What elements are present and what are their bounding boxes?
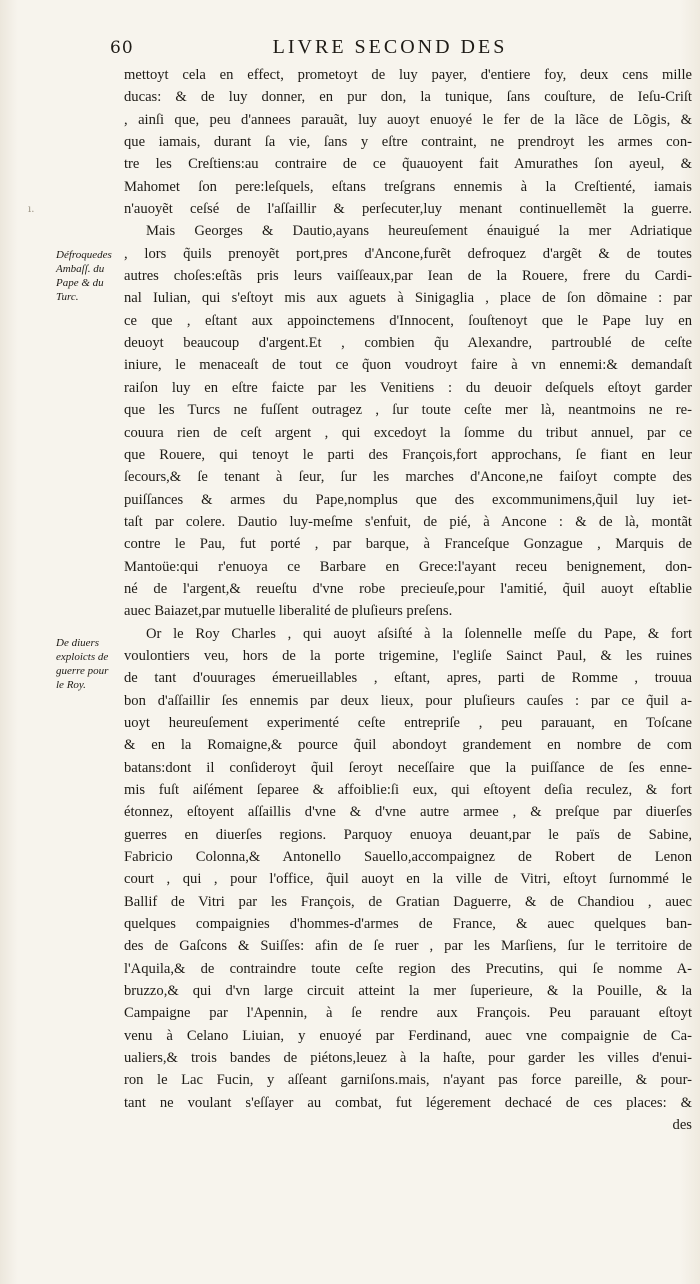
text-line: auec Baiazet,par mutuelle liberalité de pluſieurs preſens. — [124, 603, 453, 620]
page-header — [110, 36, 670, 66]
text-line: mettoyt cela en effect, prometoyt de luy payer, d'entiere foy, deux cens mille — [124, 67, 692, 83]
text-line: des de Gaſcons & Suiſſes: afin de ſe ruer , par les Marſiens, ſur le territoire de — [124, 938, 692, 955]
text-line: Campaigne par l'Apennin, à ſe rendre aux François. Peu parauant eſtoyt — [124, 1005, 692, 1022]
text-line: né de l'argent,& reueſtu d'vne robe precieuſe,pour l'amitié, q̃uil auoyt eſtablie — [124, 580, 692, 597]
text-line: ducas: & de luy donner, en pur don, la tunique, ſans couſture, de Ieſu-Criſt — [124, 89, 692, 106]
margin-note-line: De diuers — [56, 637, 100, 649]
text-line: , lors q̃uils prenoyẽt port,pres d'Ancone,furẽt defroquez d'argẽt & de toutes — [124, 245, 692, 262]
text-line: bon d'aſſaillir ſes ennemis par deux lieux, pour pluſieurs cauſes : par ce q̃uil a- — [124, 692, 692, 709]
text-line: n'auoyẽt ceſsé de l'aſſaillir & perſecuter,luy menant continuellemẽt la guerre. — [124, 201, 692, 218]
text-line: contre le Pau, fut porté , par barque, à Franceſque Gonzague , Marquis de — [124, 536, 692, 553]
text-line: Or le Roy Charles , qui auoyt aſsiſté à la ſolennelle meſſe du Pape, & fort — [146, 625, 692, 642]
text-line: deuoyt beaucoup d'argent.Et , combien q̃u Alexandre, partroublé de ceſte — [124, 335, 692, 352]
text-line: Mahomet ſon pere:leſquels, eſtans treſgrans ennemis à la Creſtienté, iamais — [124, 178, 692, 195]
text-line: ſecours,& ſe tenant à ſeur, ſur les marches d'Ancone,ne faiſoyt compte des — [124, 469, 692, 486]
text-line: ron le Lac Fucin, y aſſeant garniſons.mais, n'ayant pas force pareille, & pour- — [124, 1072, 692, 1089]
margin-note-defroque — [56, 248, 126, 304]
margin-ornament: ı. — [28, 204, 35, 215]
text-line: nal Iulian, qui s'eſtoyt mis aux aguets à Sinigaglia , place de ſon dõmaine : par — [124, 290, 692, 307]
text-line: voulontiers veu, hors de la porte trigemine, l'egliſe Sainct Paul, & les ruines — [124, 647, 692, 664]
text-line: l'Aquila,& de contraindre toute ceſte region des Precutins, qui ſe nomme A- — [124, 960, 692, 977]
text-line: taſt par colere. Dautio luy-meſme s'enfuit, de pié, à Ancone : & de là, montãt — [124, 513, 692, 530]
text-line: & en la Romaigne,& pource q̃uil abondoyt grandement en nombre de com — [124, 737, 692, 754]
text-line: étonnez, eſtoyent aſſaillis d'vne & d'vne autre armee , & preſque par diuerſes — [124, 804, 692, 821]
margin-note-exploicts — [56, 636, 126, 692]
text-line: Mais Georges & Dautio,ayans heureuſement énauigué la mer Adriatique — [146, 223, 692, 240]
text-line: Mantoüe:qui r'enuoya ce Barbare en Grece:l'ayant receu benignement, don- — [124, 558, 692, 575]
text-line: Fabricio Colonna,& Antonello Sauello,accompaignez de Robert de Lenon — [124, 849, 692, 866]
margin-note-line: le Roy. — [56, 679, 86, 691]
text-line: , ainſi que, peu d'annees parauãt, luy auoyt enuoyé le fer de la lãce de Lõgis, & — [124, 111, 692, 128]
text-line: que iamais, durant ſa vie, ſans y eſtre contraint, ne prendroyt les armes con- — [124, 134, 692, 151]
margin-note-line: Ambaſſ. du — [56, 263, 105, 275]
text-line: guerres en diuerſes regions. Parquoy enuoya deuant,par le païs de Sabine, — [124, 826, 692, 843]
text-line: tre les Creſtiens:au contraire de ce q̃uauoyent fait Amurathes ſon ayeul, & — [124, 156, 692, 173]
margin-note-line: Pape & du — [56, 277, 104, 289]
text-line: uoyt heureuſement experimenté ceſte entrepriſe , peu parauant, en Toſcane — [124, 714, 692, 731]
text-line: que Rouere, qui tenoyt le parti des François,fort approchans, ſe fiant en leur — [124, 446, 692, 463]
text-line: bruzzo,& qui d'vn large circuit atteint la mer ſuperieure, & la Pouille, & la — [124, 983, 692, 1000]
text-line: puiſſances & armes du Pape,nomplus que des excommunimens,q̃uil luy iet- — [124, 491, 692, 508]
text-line: iniure, le menaceaſt de tout ce q̃uon voudroyt faire à vn ennemi:& demandaſt — [124, 357, 692, 374]
text-line: couura rien de ceſt argent , qui excedoyt la ſomme du tribut annuel, par ce — [124, 424, 692, 441]
catchword: des — [672, 1117, 692, 1134]
margin-note-line: Turc. — [56, 291, 79, 303]
text-line: ce que , eſtant aux appoinctemens d'Innocent, ſouſtenoyt que le Pape luy en — [124, 312, 692, 329]
text-line: ualiers,& trois bandes de piétons,leuez à la haſte, pour garder les villes d'enui- — [124, 1050, 692, 1067]
page-number: 60 — [110, 38, 134, 58]
text-line: batans:dont il conſideroyt q̃uil ſeroyt neceſſaire que la puiſſance de ſes enne- — [124, 759, 692, 776]
text-line: venu à Celano Liuian, y enuoyé par Ferdinand, auec vne compaignie de Ca- — [124, 1027, 692, 1044]
body-text — [124, 64, 692, 1137]
margin-note-line: Défroquedes — [56, 249, 112, 261]
text-line: autres choſes:eſtãs pris leurs vaiſſeaux,par Iean de la Rouere, frere du Cardi- — [124, 268, 692, 285]
text-line: mis fuſt aiſément ſeparee & affoiblie:ſi eux, qui eſtoyent deſia reculez, & fort — [124, 782, 692, 798]
text-line: tant ne voulant s'eſſayer au combat, fut légerement dechacé de ces places: & — [124, 1094, 692, 1111]
running-title: LIVRE SECOND DES — [272, 36, 508, 58]
margin-note-line: guerre pour — [56, 665, 109, 677]
text-line: Ballif de Vitri par les François, de Gratian Daguerre, & de Chandiou , auec — [124, 893, 692, 910]
text-line: de tant d'ouurages émerueillables , eſtant, apres, parti de Romme , trouua — [124, 670, 692, 687]
text-line: court , qui , pour l'office, q̃uil auoyt en la ville de Vitri, eſtoyt ſurnommé le — [124, 871, 692, 888]
text-line: que les Turcs ne fuſſent outragez , ſur toute ceſte mer là, neantmoins ne re- — [124, 402, 692, 419]
margin-note-line: exploicts de — [56, 651, 109, 663]
text-line: quelques compaignies d'hommes-d'armes de France, & auec quelques ban- — [124, 916, 692, 933]
text-line: raiſon luy en eſtre faicte par les Venitiens : du deuoir deſquels eſtoyt garder — [124, 379, 692, 396]
